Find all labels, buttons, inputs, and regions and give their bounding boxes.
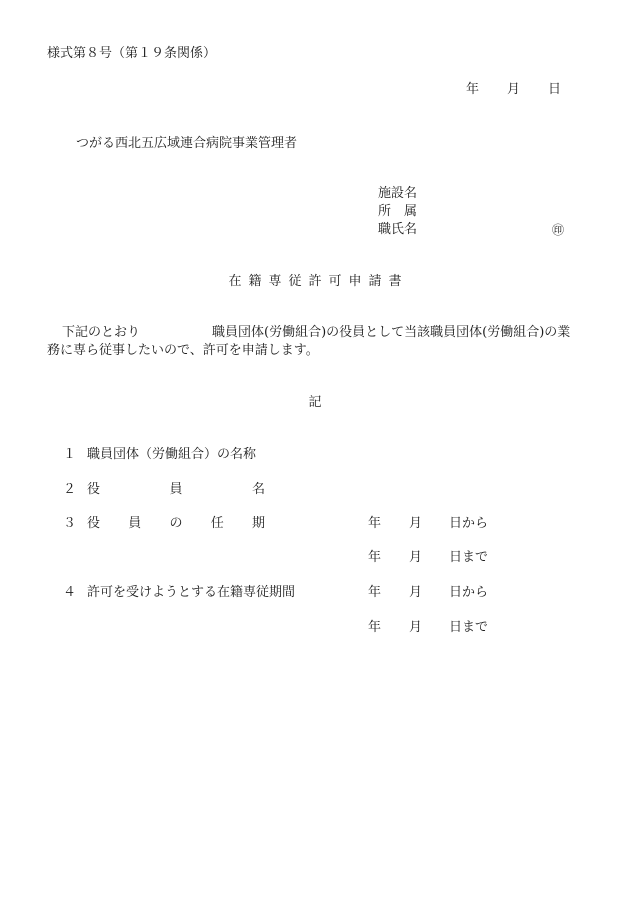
affiliation-label: 所 属	[378, 204, 418, 219]
term-end-date	[368, 550, 488, 566]
month-label: 月	[409, 550, 423, 565]
label-char: の	[169, 516, 183, 531]
day-label: 日から	[449, 516, 489, 531]
body-line-2: 務に専ら従事したいので、許可を申請します。	[47, 343, 319, 358]
period-end-date	[368, 620, 488, 636]
date-month-label: 月	[507, 82, 521, 97]
month-label: 月	[409, 620, 423, 635]
date-year-label: 年	[466, 82, 480, 97]
recipient: つがる西北五広域連合病院事業管理者	[76, 136, 298, 151]
item-label	[87, 482, 265, 498]
facility-label: 施設名	[378, 186, 418, 201]
item-number: １	[63, 447, 77, 462]
label-char: 役	[87, 516, 101, 531]
item-label: 職員団体（労働組合）の名称	[87, 447, 257, 462]
item-number: ４	[63, 585, 77, 600]
document-title: 在籍専従許可申請書	[228, 274, 409, 289]
day-label: 日まで	[449, 620, 489, 635]
item-label	[87, 516, 265, 532]
label-char: 役	[87, 482, 101, 497]
year-label: 年	[368, 585, 382, 600]
label-char: 員	[169, 482, 183, 497]
day-label: 日まで	[449, 550, 489, 565]
form-number: 様式第８号（第１９条関係）	[47, 46, 217, 61]
item-label: 許可を受けようとする在籍専従期間	[87, 585, 296, 600]
day-label: 日から	[449, 585, 489, 600]
year-label: 年	[368, 516, 382, 531]
month-label: 月	[409, 585, 423, 600]
application-date	[466, 82, 561, 98]
year-label: 年	[368, 550, 382, 565]
label-char: 任	[210, 516, 224, 531]
label-char: 名	[251, 482, 265, 497]
name-label: 職氏名	[378, 222, 418, 237]
date-day-label: 日	[548, 82, 562, 97]
label-char: 期	[251, 516, 265, 531]
item-number: ２	[63, 482, 77, 497]
term-start-date	[368, 516, 488, 532]
applicant-block	[378, 186, 417, 240]
body-intro: 下記のとおり	[62, 325, 141, 340]
label-char: 員	[128, 516, 142, 531]
body-line-1	[62, 325, 570, 341]
body-line-1-rest: 職員団体(労働組合)の役員として当該職員団体(労働組合)の業	[212, 325, 571, 340]
month-label: 月	[409, 516, 423, 531]
seal-mark: ㊞	[552, 223, 565, 237]
ki-heading: 記	[308, 395, 322, 410]
period-start-date	[368, 585, 488, 601]
item-number: ３	[63, 516, 77, 531]
year-label: 年	[368, 620, 382, 635]
